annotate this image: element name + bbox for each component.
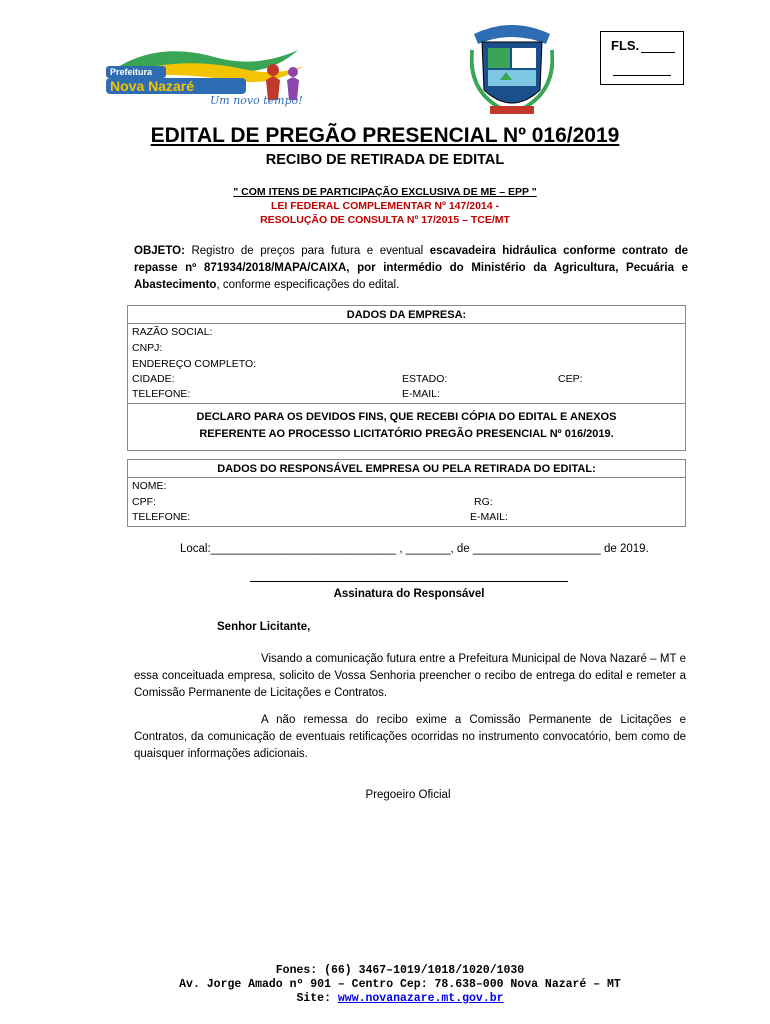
document-subtitle: RECIBO DE RETIRADA DE EDITAL xyxy=(265,152,505,168)
name-field[interactable]: NOME: xyxy=(132,480,167,492)
address-field[interactable]: ENDEREÇO COMPLETO: xyxy=(132,358,257,370)
phone-field[interactable]: TELEFONE: xyxy=(132,388,191,400)
objeto-label: OBJETO: xyxy=(134,245,185,257)
folio-label: FLS. xyxy=(611,38,640,53)
cpf-field[interactable]: CPF: xyxy=(132,496,156,508)
company-data-heading: DADOS DA EMPRESA: xyxy=(346,309,467,321)
cnpj-field[interactable]: CNPJ: xyxy=(132,342,163,354)
paragraph-2: A não remessa do recibo exime a Comissão Permanente de Licitações e Contratos, da comunicação de eventuais retificações ocorridas no instrumento convocatório, bem como de quaisquer informações adicionais. xyxy=(134,714,686,760)
city-field[interactable]: CIDADE: xyxy=(132,373,175,385)
responsible-phone-field[interactable]: TELEFONE: xyxy=(132,511,191,523)
svg-text:Prefeitura: Prefeitura xyxy=(110,67,153,77)
divider xyxy=(128,403,685,404)
signature-line xyxy=(250,581,568,582)
divider xyxy=(128,323,685,324)
responsible-data-box xyxy=(127,459,686,527)
responsible-data-heading: DADOS DO RESPONSÁVEL EMPRESA OU PELA RETIRADA DO EDITAL: xyxy=(217,463,596,475)
greeting: Senhor Licitante, xyxy=(217,621,311,633)
signature-label: Assinatura do Responsável xyxy=(333,588,485,600)
razao-social-field[interactable]: RAZÃO SOCIAL: xyxy=(132,326,213,338)
company-data-box xyxy=(127,305,686,451)
footer-phones: Fones: (66) 3467–1019/1018/1020/1030 xyxy=(275,964,525,977)
footer-address: Av. Jorge Amado nº 901 – Centro Cep: 78.638–000 Nova Nazaré – MT xyxy=(179,978,621,991)
footer-site xyxy=(0,992,770,1005)
local-date-line[interactable]: Local:_____________________________ , _______, de ____________________ de 2019. xyxy=(180,543,649,555)
footer-site-label: Site: xyxy=(296,992,338,1005)
declaration xyxy=(128,409,685,443)
document-title: EDITAL DE PREGÃO PRESENCIAL Nº 016/2019 xyxy=(150,124,620,147)
cep-field[interactable]: CEP: xyxy=(558,373,583,385)
resolution-caption: RESOLUÇÃO DE CONSULTA Nº 17/2015 – TCE/MT xyxy=(260,214,510,226)
pregoeiro-label: Pregoeiro Oficial xyxy=(365,789,451,801)
objeto-paragraph xyxy=(134,243,688,294)
rg-field[interactable]: RG: xyxy=(474,496,493,508)
divider xyxy=(128,477,685,478)
svg-text:Um novo tempo!: Um novo tempo! xyxy=(210,94,303,107)
declaration-line: DECLARO PARA OS DEVIDOS FINS, QUE RECEBI CÓPIA DO EDITAL E ANEXOS xyxy=(196,411,617,423)
objeto-bold-text: escavadeira hidráulica conforme contrato de repasse nº 871934/2018/MAPA/CAIXA, por intermédio do Ministério da Agricultura, Pecuária e Abastecimento xyxy=(134,245,688,291)
declaration-line: REFERENTE AO PROCESSO LICITATÓRIO PREGÃO PRESENCIAL Nº 016/2019. xyxy=(199,428,614,440)
responsible-email-field[interactable]: E-MAIL: xyxy=(470,511,508,523)
svg-text:Nova Nazaré: Nova Nazaré xyxy=(110,78,195,94)
paragraph-1: Visando a comunicação futura entre a Prefeitura Municipal de Nova Nazaré – MT e essa conceituada empresa, solicito de Vossa Senhoria preencher o recibo de entrega do edital e remeter a Comissão Permanente de Licitações e Contratos. xyxy=(134,653,686,699)
objeto-text: Registro de preços para futura e eventual xyxy=(184,245,430,257)
folio-line xyxy=(613,75,671,76)
folio-line xyxy=(641,52,675,53)
coat-of-arms xyxy=(470,20,554,120)
email-field[interactable]: E-MAIL: xyxy=(402,388,440,400)
state-field[interactable]: ESTADO: xyxy=(402,373,448,385)
folio-box xyxy=(600,31,684,85)
law-caption: LEI FEDERAL COMPLEMENTAR Nº 147/2014 - xyxy=(270,200,500,212)
exclusive-participation-caption: " COM ITENS DE PARTICIPAÇÃO EXCLUSIVA DE ME – EPP " xyxy=(233,186,537,198)
objeto-text-end: , conforme especificações do edital. xyxy=(216,279,400,291)
prefeitura-logo xyxy=(98,40,323,108)
footer-site-link[interactable]: www.novanazare.mt.gov.br xyxy=(337,992,504,1005)
